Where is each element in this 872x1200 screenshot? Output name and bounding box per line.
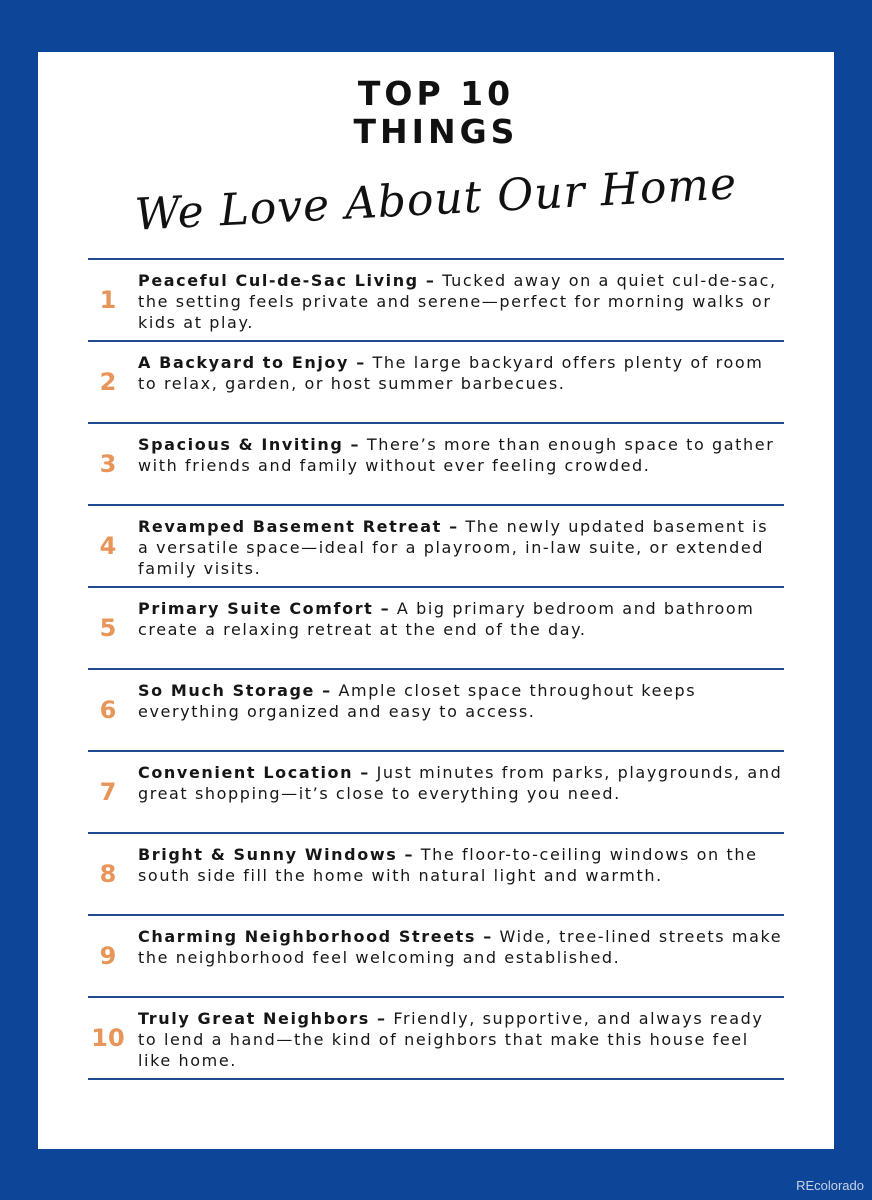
item-heading: Spacious & Inviting – bbox=[138, 435, 361, 454]
list-item bbox=[88, 506, 784, 586]
list-item bbox=[88, 670, 784, 750]
item-body: The newly updated basement is a versatile space—ideal for a playroom, in-law suite, or extended family visits. bbox=[138, 517, 769, 578]
script-subtitle: We Love About Our Home bbox=[133, 158, 739, 241]
list-item bbox=[88, 260, 784, 340]
item-text bbox=[138, 516, 784, 579]
item-body: Wide, tree-lined streets make the neighborhood feel welcoming and established. bbox=[138, 927, 783, 967]
item-text bbox=[138, 1008, 784, 1071]
watermark: REcolorado bbox=[796, 1178, 864, 1193]
list-item bbox=[88, 424, 784, 504]
item-body: A big primary bedroom and bathroom create a relaxing retreat at the end of the day. bbox=[138, 599, 755, 639]
item-body: Tucked away on a quiet cul-de-sac, the setting feels private and serene—perfect for morning walks or kids at play. bbox=[138, 271, 777, 332]
item-body: The floor-to-ceiling windows on the south side fill the home with natural light and warmth. bbox=[138, 845, 758, 885]
title-line-2: THINGS bbox=[353, 112, 519, 151]
item-heading: Primary Suite Comfort – bbox=[138, 599, 391, 618]
item-body: Ample closet space throughout keeps everything organized and easy to access. bbox=[138, 681, 697, 721]
item-number: 3 bbox=[99, 450, 117, 478]
item-text bbox=[138, 598, 784, 640]
list-item bbox=[88, 998, 784, 1078]
item-number: 1 bbox=[99, 286, 117, 314]
item-text bbox=[138, 926, 784, 968]
list-item bbox=[88, 342, 784, 422]
item-text bbox=[138, 270, 784, 333]
item-text bbox=[138, 680, 784, 722]
item-number: 4 bbox=[99, 532, 117, 560]
item-heading: Charming Neighborhood Streets – bbox=[138, 927, 493, 946]
list-item bbox=[88, 916, 784, 996]
list-item bbox=[88, 588, 784, 668]
item-heading: So Much Storage – bbox=[138, 681, 332, 700]
item-text bbox=[138, 844, 784, 886]
item-body: Just minutes from parks, playgrounds, and great shopping—it’s close to everything you need. bbox=[138, 763, 783, 803]
item-text bbox=[138, 434, 784, 476]
item-heading: Truly Great Neighbors – bbox=[138, 1009, 387, 1028]
list-item bbox=[88, 752, 784, 832]
item-heading: Revamped Basement Retreat – bbox=[138, 517, 459, 536]
item-number: 2 bbox=[99, 368, 117, 396]
item-heading: Bright & Sunny Windows – bbox=[138, 845, 415, 864]
item-text bbox=[138, 762, 784, 804]
divider bbox=[88, 1078, 784, 1080]
item-number: 6 bbox=[99, 696, 117, 724]
top-ten-list bbox=[88, 258, 784, 1080]
flyer-card bbox=[38, 52, 834, 1149]
item-heading: Convenient Location – bbox=[138, 763, 370, 782]
list-item bbox=[88, 834, 784, 914]
item-number: 10 bbox=[91, 1024, 125, 1052]
item-number: 9 bbox=[99, 942, 117, 970]
item-number: 7 bbox=[99, 778, 117, 806]
title-line-1: TOP 10 bbox=[357, 74, 515, 113]
item-body: Friendly, supportive, and always ready to lend a hand—the kind of neighbors that make this house feel like home. bbox=[138, 1009, 764, 1070]
item-number: 5 bbox=[99, 614, 117, 642]
item-number: 8 bbox=[99, 860, 117, 888]
item-body: The large backyard offers plenty of room to relax, garden, or host summer barbecues. bbox=[138, 353, 764, 393]
item-body: There’s more than enough space to gather with friends and family without ever feeling crowded. bbox=[138, 435, 775, 475]
item-text bbox=[138, 352, 784, 394]
item-heading: A Backyard to Enjoy – bbox=[138, 353, 366, 372]
item-heading: Peaceful Cul-de-Sac Living – bbox=[138, 271, 436, 290]
